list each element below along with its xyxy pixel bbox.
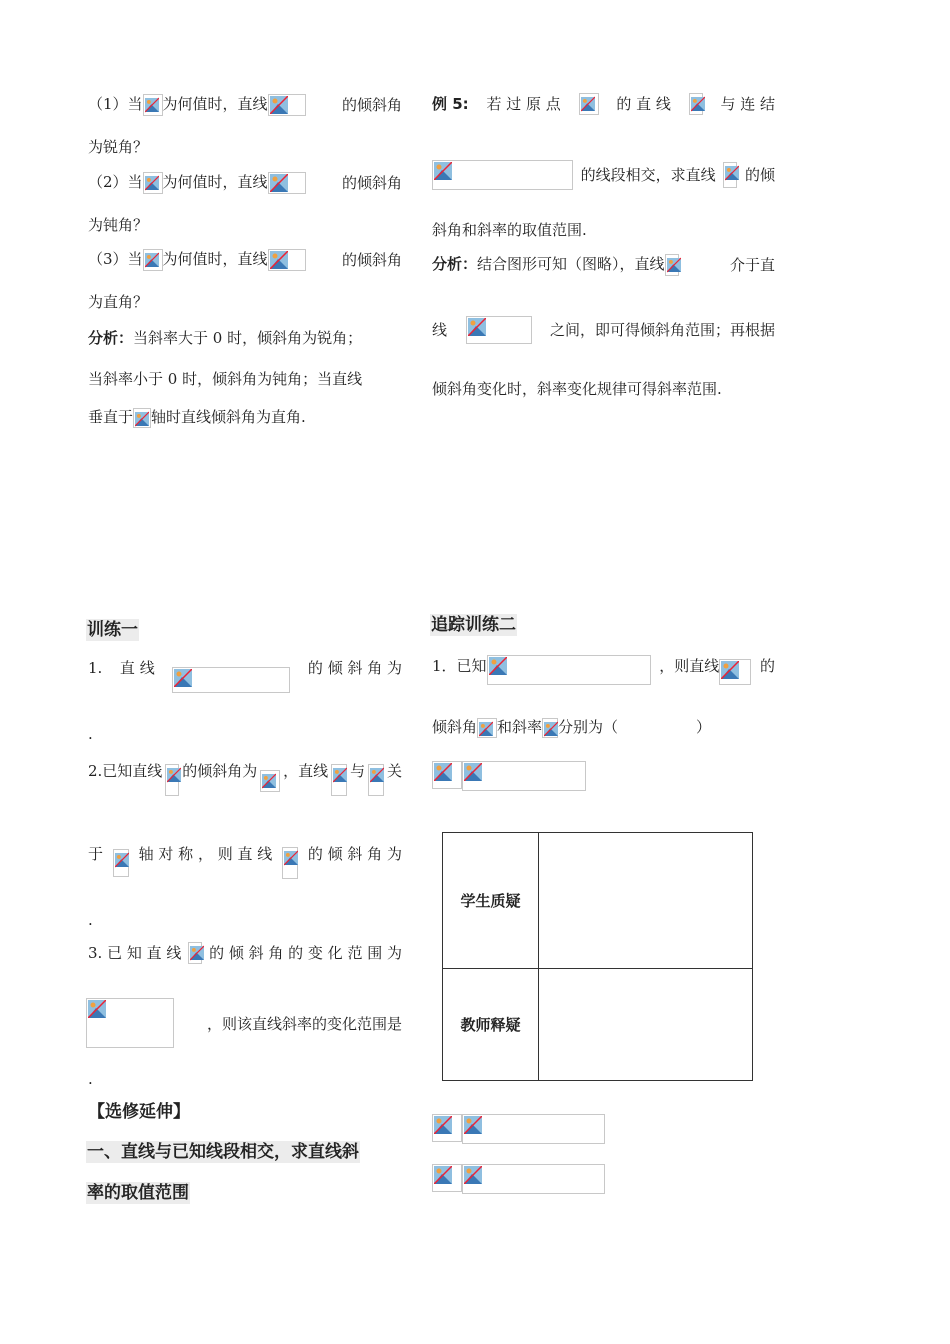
qa-table [442, 832, 753, 1081]
broken-image-icon [464, 1166, 482, 1184]
formula-image [542, 718, 558, 738]
formula-image [432, 1114, 462, 1142]
formula-image [282, 847, 298, 879]
formula-image [188, 942, 202, 964]
student-question-row [443, 833, 753, 969]
broken-image-icon [284, 849, 298, 867]
student-question-label: 学生质疑 [443, 833, 539, 969]
broken-image-icon [370, 766, 384, 784]
formula-image [143, 172, 163, 194]
formula-image [665, 254, 679, 276]
broken-image-icon [167, 766, 181, 784]
broken-image-icon [434, 1166, 452, 1184]
broken-image-icon [434, 162, 452, 180]
q1-end: 为锐角？ [88, 138, 149, 156]
optional-extension: 【选修延伸】 [88, 1102, 190, 1122]
formula-image [689, 93, 703, 115]
teacher-answer-row [443, 969, 753, 1081]
broken-image-icon [88, 1000, 106, 1018]
formula-image [723, 162, 737, 188]
formula-image [368, 764, 384, 796]
q3-line: （3）当 为何值时，直线 的倾斜角 [88, 248, 402, 270]
formula-image [462, 761, 586, 791]
broken-image-icon [434, 1116, 452, 1134]
t2-options-row-2 [432, 1114, 605, 1144]
formula-image [462, 1164, 605, 1194]
broken-image-icon [270, 174, 288, 192]
q3-end: 为直角？ [88, 293, 149, 311]
formula-image [143, 94, 163, 116]
broken-image-icon [479, 720, 493, 738]
formula-image [487, 655, 651, 685]
q2-line: （2）当 为何值时，直线 的倾斜角 [88, 171, 402, 193]
teacher-answer-label: 教师释疑 [443, 969, 539, 1081]
broken-image-icon [115, 851, 129, 869]
broken-image-icon [174, 669, 192, 687]
q1-line: （1）当 为何值时，直线 的倾斜角 [88, 93, 402, 115]
student-question-cell[interactable] [539, 833, 753, 969]
t1-p2-line-2: 于 轴 对 称 ， 则 直 线 的 倾 斜 角 为 [88, 843, 402, 877]
formula-image [331, 764, 347, 796]
teacher-answer-cell[interactable] [539, 969, 753, 1081]
t2-p1-line-2: 倾斜角 和斜率 分别为（ ） [432, 718, 712, 736]
broken-image-icon [262, 772, 276, 790]
formula-image [172, 667, 290, 693]
t1-p3-image [86, 998, 174, 1048]
right-analysis-1: 分析：结合图形可知（图略），直线 介于直 [432, 253, 775, 275]
broken-image-icon [691, 95, 705, 113]
formula-image [268, 249, 306, 271]
broken-image-icon [270, 251, 288, 269]
ex5-line-2: 的线段相交，求直线 的倾 [432, 160, 775, 190]
broken-image-icon [667, 256, 681, 274]
broken-image-icon [135, 410, 149, 428]
broken-image-icon [581, 95, 595, 113]
formula-image [432, 160, 573, 190]
broken-image-icon [270, 96, 288, 114]
ex5-line-1: 例 5: 若 过 原 点 的 直 线 与 连 结 [432, 95, 775, 113]
formula-image [462, 1114, 605, 1144]
t2-p1-line-1: 1．已知 ，则直线 的 [432, 655, 775, 689]
ex5-line-3: 斜角和斜率的取值范围. [432, 221, 587, 239]
broken-image-icon [434, 763, 452, 781]
formula-image [432, 761, 462, 789]
training1-title: 训练一 [87, 620, 138, 640]
broken-image-icon [145, 96, 159, 114]
left-analysis-1: 分析：当斜率大于 0 时，倾斜角为锐角； [88, 329, 363, 347]
formula-image [719, 659, 751, 685]
formula-image [86, 998, 174, 1048]
broken-image-icon [190, 944, 204, 962]
t1-p2-blank: . [88, 911, 93, 929]
t1-p2-line-1: 2.已知直线 的倾斜角为 ，直线 与 关 [88, 760, 402, 794]
formula-image [260, 770, 280, 792]
broken-image-icon [468, 318, 486, 336]
formula-image [432, 1164, 462, 1192]
broken-image-icon [333, 766, 347, 784]
formula-image [579, 93, 599, 115]
formula-image [268, 94, 306, 116]
q2-end: 为钝角？ [88, 216, 149, 234]
left-analysis-2: 当斜率小于 0 时，倾斜角为钝角；当直线 [88, 370, 363, 388]
formula-image [466, 316, 532, 344]
broken-image-icon [145, 174, 159, 192]
section1-title-1: 一、直线与已知线段相交，求直线斜 [87, 1142, 359, 1162]
t1-p3-blank: . [88, 1070, 93, 1088]
formula-image [477, 718, 497, 738]
right-analysis-2: 线 之间，即可得倾斜角范围；再根据 [432, 315, 775, 345]
t2-options-row-1 [432, 761, 586, 791]
t1-p1-line: 1. 直 线 的 倾 斜 角 为 [88, 657, 402, 693]
section1-title-2: 率的取值范围 [87, 1183, 189, 1203]
broken-image-icon [544, 720, 558, 738]
t2-options-row-3 [432, 1164, 605, 1194]
formula-image [133, 408, 151, 428]
broken-image-icon [464, 763, 482, 781]
t1-p3-line-1: 3. 已 知 直 线 的 倾 斜 角 的 变 化 范 围 为 [88, 944, 402, 962]
broken-image-icon [721, 661, 739, 679]
training2-title: 追踪训练二 [431, 615, 516, 635]
broken-image-icon [725, 164, 739, 182]
t1-p1-blank: . [88, 725, 93, 743]
right-analysis-3: 倾斜角变化时，斜率变化规律可得斜率范围. [432, 380, 722, 398]
broken-image-icon [489, 657, 507, 675]
formula-image [113, 849, 129, 877]
left-analysis-3: 垂直于 轴时直线倾斜角为直角. [88, 408, 306, 426]
t1-p3-line-2: ，则该直线斜率的变化范围是 [206, 1015, 402, 1033]
broken-image-icon [464, 1116, 482, 1134]
formula-image [165, 764, 179, 796]
broken-image-icon [145, 251, 159, 269]
formula-image [268, 172, 306, 194]
formula-image [143, 249, 163, 271]
